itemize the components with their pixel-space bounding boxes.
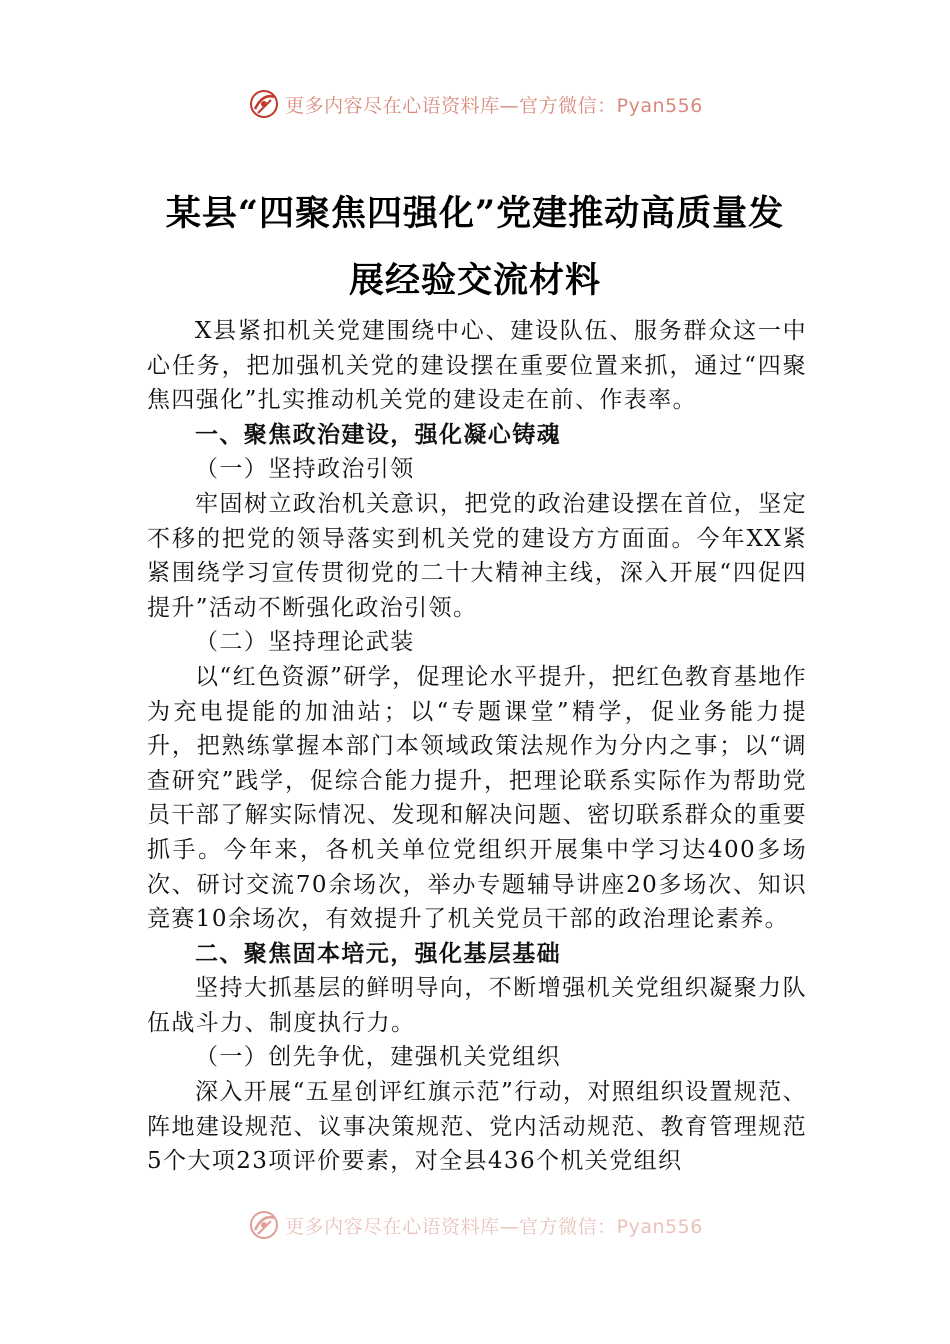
watermark-footer: [0, 1205, 950, 1245]
document-title-line-2: 展经验交流材料: [348, 260, 601, 301]
subsection-heading: （一）创先争优，建强机关党组织: [195, 1044, 561, 1071]
body-paragraph: 深入开展“五星创评红旗示范”行动，对照组织设置规范、阵地建设规范、议事决策规范、党内活动规范、教育管理规范5个大项23项评价要素，对全县436个机关党组织: [147, 1079, 807, 1175]
watermark-header: [0, 84, 950, 124]
body-paragraph: X县紧扣机关党建围绕中心、建设队伍、服务群众这一中心任务，把加强机关党的建设摆在重要位置来抓，通过“四聚焦四强化”扎实推动机关党的建设走在前、作表率。: [147, 318, 807, 414]
watermark-text: 更多内容尽在心语资料库—官方微信：Pyan556: [285, 1215, 703, 1238]
document-title-line-1: 某县“四聚焦四强化”党建推动高质量发: [165, 193, 785, 234]
body-paragraph: 牢固树立政治机关意识，把党的政治建设摆在首位，坚定不移的把党的领导落实到机关党的建设方方面面。今年XX紧紧围绕学习宣传贯彻党的二十大精神主线，深入开展“四促四提升”活动不断强化政治引领。: [147, 490, 807, 621]
seal-logo-icon: [247, 87, 281, 121]
subsection-heading: （一）坚持政治引领: [195, 456, 415, 483]
section-heading: 一、聚焦政治建设，强化凝心铸魂: [195, 420, 561, 448]
section-heading: 二、聚焦固本培元，强化基层基础: [195, 939, 561, 967]
seal-logo-icon: [247, 1208, 281, 1242]
subsection-heading: （二）坚持理论武装: [195, 629, 415, 656]
body-paragraph: 以“红色资源”研学，促理论水平提升，把红色教育基地作为充电提能的加油站；以“专题课堂”精学，促业务能力提升，把熟练掌握本部门本领域政策法规作为分内之事；以“调查研究”践学，促综合能力提升，把理论联系实际作为帮助党员干部了解实际情况、发现和解决问题、密切联系群众的重要抓手。今年来，各机关单位党组织开展集中学习达400多场次、研讨交流70余场次，举办专题辅导讲座20多场次、知识竞赛10余场次，有效提升了机关党员干部的政治理论素养。: [147, 663, 807, 933]
body-paragraph: 坚持大抓基层的鲜明导向，不断增强机关党组织凝聚力队伍战斗力、制度执行力。: [147, 975, 807, 1036]
watermark-text: 更多内容尽在心语资料库—官方微信：Pyan556: [285, 94, 703, 117]
document-body: [147, 314, 807, 1179]
